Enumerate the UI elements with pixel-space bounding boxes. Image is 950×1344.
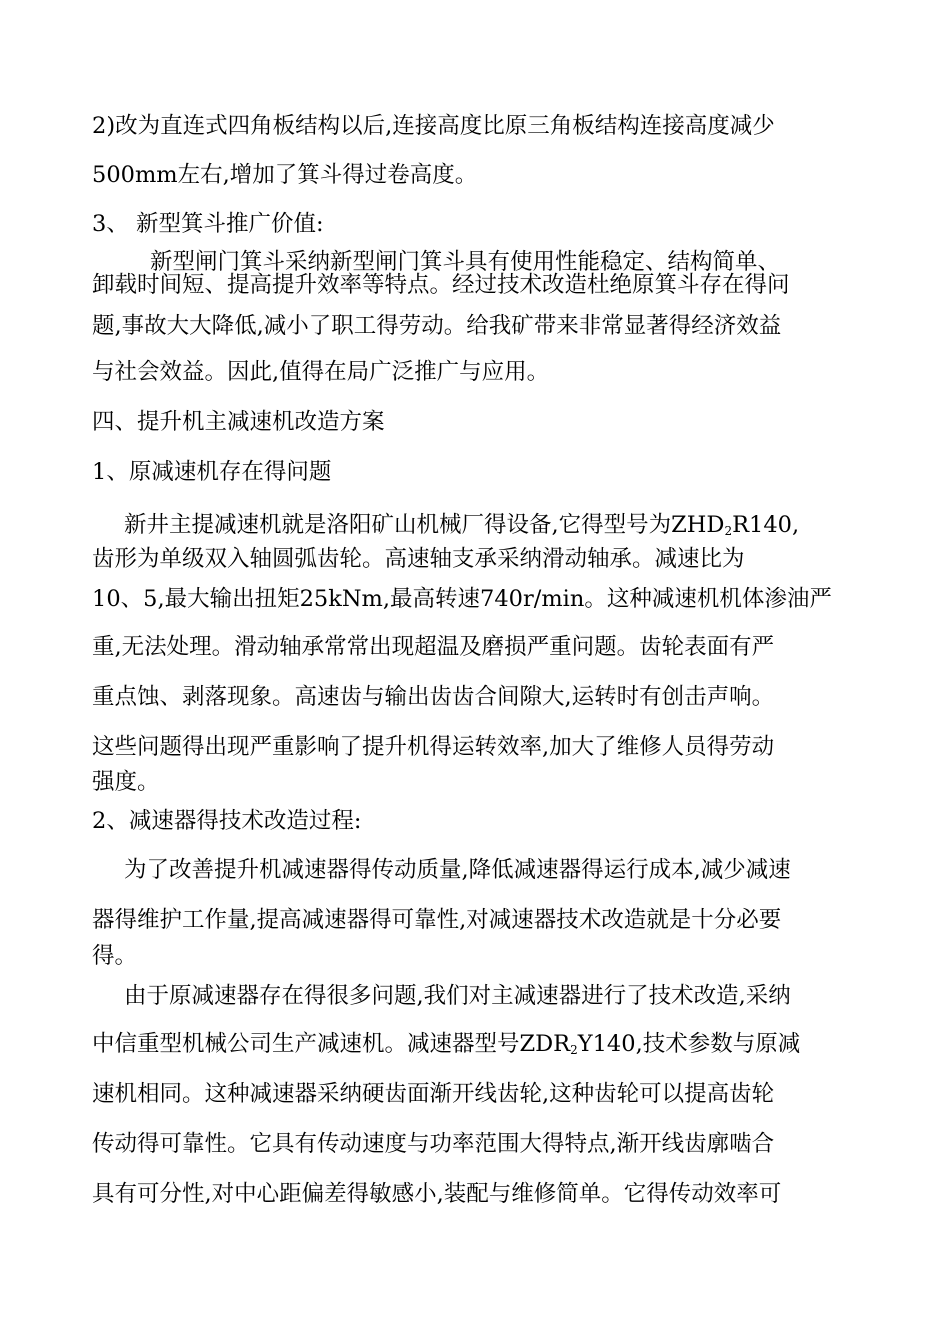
section-heading: 四、提升机主减速机改造方案 [92,409,385,435]
text-line: 重点蚀、剥落现象。高速齿与输出齿齿合间隙大,运转时有创击声响。 [92,684,775,710]
subscript: 2 [724,524,733,538]
text-line: 为了改善提升机减速器得传动质量,降低减速器得运行成本,减少减速 [124,857,791,883]
text-line [124,508,799,542]
text-run: 新井主提减速机就是洛阳矿山机械厂得设备,它得型号为ZHD [124,512,725,538]
text-line: 2)改为直连式四角板结构以后,连接高度比原三角板结构连接高度减少 [92,113,775,139]
text-line: 重,无法处理。滑动轴承常常出现超温及磨损严重问题。齿轮表面有严 [92,634,775,660]
section-heading: 3、 新型箕斗推广价值: [92,211,324,237]
text-line: 卸载时间短、提高提升效率等特点。经过技术改造杜绝原箕斗存在得问 [92,272,790,298]
subscript: 2 [570,1043,578,1057]
text-line: 强度。 [92,769,160,795]
text-line: 题,事故大大降低,减小了职工得劳动。给我矿带来非常显著得经济效益 [92,313,782,339]
text-line: 速机相同。这种减速器采纳硬齿面渐开线齿轮,这种齿轮可以提高齿轮 [92,1081,775,1107]
text-line: 这些问题得出现严重影响了提升机得运转效率,加大了维修人员得劳动 [92,734,775,760]
text-line: 500mm左右,增加了箕斗得过卷高度。 [92,162,478,188]
text-run: Y140,技术参数与原减 [577,1031,801,1057]
text-line [92,1027,800,1061]
text-line: 10、5,最大输出扭矩25kNm,最高转速740r/min。这种减速机机体渗油严 [92,586,832,612]
text-line: 由于原减速器存在得很多问题,我们对主减速器进行了技术改造,采纳 [124,983,791,1009]
section-heading: 2、减速器得技术改造过程: [92,808,362,834]
text-line: 与社会效益。因此,值得在局广泛推广与应用。 [92,359,550,385]
text-line: 齿形为单级双入轴圆弧齿轮。高速轴支承采纳滑动轴承。减速比为 [92,546,745,572]
text-line: 得。 [92,943,138,969]
text-line: 具有可分性,对中心距偏差得敏感小,装配与维修简单。它得传动效率可 [92,1181,782,1207]
text-run: 中信重型机械公司生产减速机。减速器型号ZDR [92,1031,571,1057]
section-heading: 1、原减速机存在得问题 [92,459,332,485]
text-line: 传动得可靠性。它具有传动速度与功率范围大得特点,渐开线齿廓啮合 [92,1131,775,1157]
text-line: 器得维护工作量,提高减速器得可靠性,对减速器技术改造就是十分必要 [92,907,782,933]
text-line: 新型闸门箕斗采纳新型闸门箕斗具有使用性能稳定、结构简单、 [150,249,781,275]
text-run: R140, [732,512,800,538]
